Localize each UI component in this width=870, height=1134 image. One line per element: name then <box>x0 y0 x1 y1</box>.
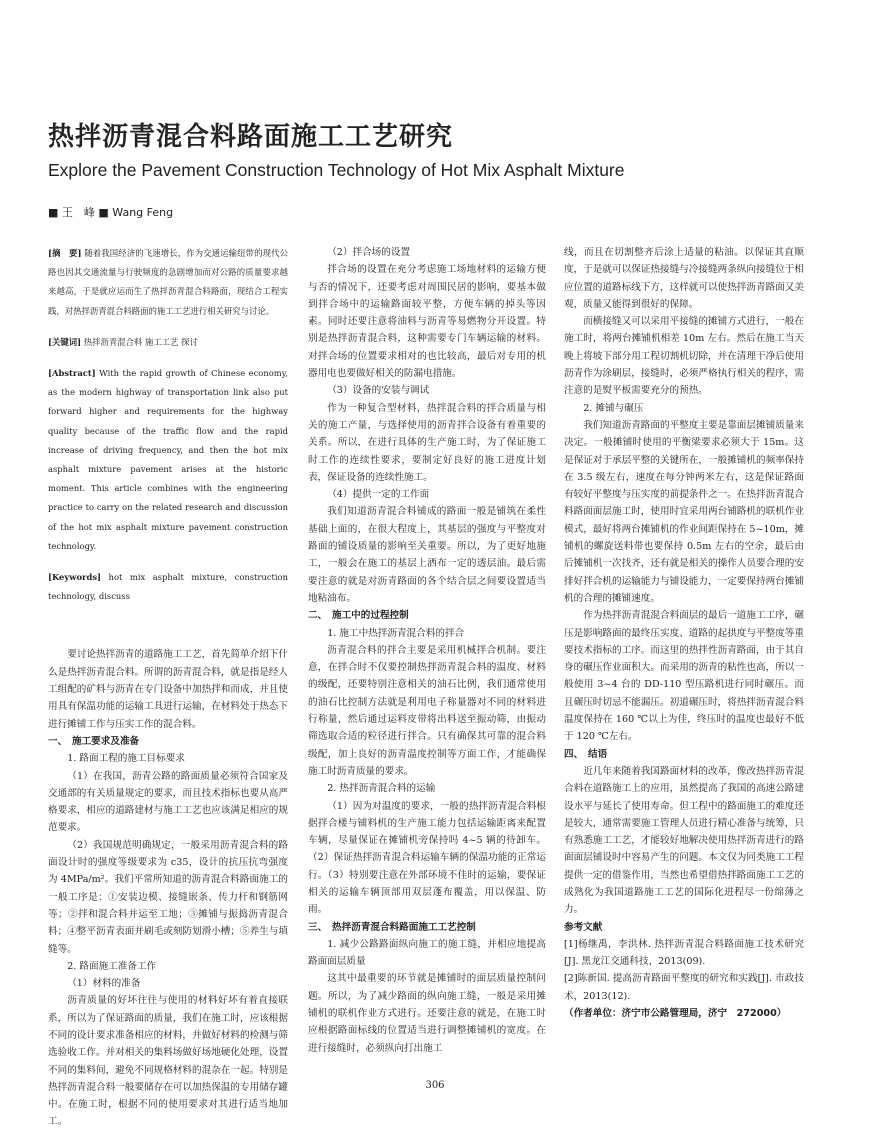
column-right <box>564 244 804 1022</box>
section-heading: 二、 施工中的过程控制 <box>308 610 409 622</box>
authors-line: ■ 王 峰 ■ Wang Feng <box>48 206 174 219</box>
keywords-cn-label: [关键词] <box>48 336 82 347</box>
paragraph: 沥青混合料的拌合主要是采用机械拌合机制。要注意，在拌合时不仅要控制热拌沥青混合料的温度、材料的级配，还要特别注意相关的油石比例，我们通常使用的油石比控制方法就是利用电子称量器对不同的材料进行称量，然后通过运料皮带将出料送至振动筛，由振动筛选取合适的粒径进行拌合。只有确保其可靠的混合料级配，加上良好的沥青温度控制等方面工作，才能确保施工时沥青质量的要求。 <box>308 644 546 777</box>
abstract-cn-label: [摘 要] <box>48 248 82 258</box>
paragraph: [1]杨继禹，李洪林. 热拌沥青混合料路面施工技术研究[J]. 黑龙江交通科技，2013(09). <box>564 938 804 968</box>
section-heading: 一、 施工要求及准备 <box>48 735 140 747</box>
paragraph: 这其中最重要的环节就是摊铺时的面层质量控制问题。所以，为了减少路面的纵向施工缝，一般是采用摊铺机的联机作业方式进行。还要注意的就是，在施工时应根据路面标线的位置适当进行调整摊铺机的宽度。在进行接缝时，必须纵向打出施工 <box>308 973 546 1054</box>
paragraph: 2. 路面施工准备工作 <box>67 960 157 972</box>
column-middle <box>308 244 546 1057</box>
page-number: 306 <box>425 1080 445 1091</box>
paragraph: （1）材料的准备 <box>67 978 141 990</box>
keywords-en <box>48 568 288 606</box>
paragraph: 作为一种复合型材料，热拌混合料的拌合质量与相关的施工产量，与选择使用的沥青拌合设备有着重要的关系。所以，在进行具体的生产施工时，为了保证施工时工作的连续性要求，要制定好良好的施工进度计划表，保证设备的连续性施工。 <box>308 402 546 483</box>
paragraph: （3）设备的安装与调试 <box>327 385 430 397</box>
paragraph: 1. 路面工程的施工目标要求 <box>67 753 185 765</box>
abstract-en-label: [Abstract] <box>48 368 96 379</box>
abstract-cn-text: 随着我国经济的飞速增长，作为交通运输纽带的现代公路也因其交通流量与行驶频度的急剧增加而对公路的质量要求越来越高，于是就应运而生了热拌沥青混合料路面，现结合工程实践，对热拌沥青混合料路面的施工工艺进行相关研究与讨论。 <box>48 248 288 316</box>
paragraph: 拌合场的设置在充分考虑施工场地材料的运输方便与否的情况下，还要考虑对周围民居的影响，要基本做到拌合场中的运输路面较平整，方便车辆的掉头等因素。同时还要注意将油料与沥青等易燃物分开设置。特别是热拌沥青混合料，这种需要专门车辆运输的材料。对拌合场的位置要求相对的也比较高，最后对专用的机器用电也要做好相关的防漏电措施。 <box>308 264 546 380</box>
column-right-body <box>564 244 804 1022</box>
keywords-cn-text: 热拌沥青混合料 施工工艺 探讨 <box>83 336 198 347</box>
section-heading: 四、 结语 <box>564 748 608 760</box>
column-middle-body <box>308 244 546 1057</box>
paragraph: 2. 热拌沥青混合料的运输 <box>327 783 436 795</box>
section-heading: （作者单位：济宁市公路管理局，济宁 272000） <box>564 1008 787 1020</box>
column-left <box>48 244 288 1131</box>
paragraph: 近几年来随着我国路面材料的改革，像改热拌沥青混合料在道路施工上的应用，虽然提高了我国的高速公路建设水平与延长了使用寿命。但工程中的路面施工的难度还是较大，通常需要施工管理人员进行精心准备与统筹，只有熟悉施工工艺，才能较好地解决使用热拌沥青进行的路面面层铺设时中容易产生的问题。本文仅为同类施工工程提供一定的借鉴作用，当然也希望借热拌路面施工工艺的成熟化为我国道路施工工艺的国际化进程尽一份绵薄之力。 <box>564 765 804 916</box>
paragraph: （4）提供一定的工作面 <box>327 489 430 501</box>
section-heading: 三、 热拌沥青混合料路面施工工艺控制 <box>308 921 476 933</box>
paragraph: 作为热拌沥青混混合料面层的最后一道施工工序，碾压是影响路面的最终压实度、道路的起拱度与平整度等重要技术指标的工序。而这里的热拌性沥青路面，由于其自身的碾压作业面积大。而采用的沥青的粘性也高，所以一般使用 3~4 台的 DD-110 型压路机进行同时碾压。而且碾压时切忌不能漏压。初道碾压时，将热拌沥青混合料温度保持在 160 ℃以上为佳，终压时的温度也最好不低于 120 ℃左右。 <box>564 610 804 743</box>
paragraph: [2]陈新国. 提高沥青路面平整度的研究和实践[J]. 市政技术，2013(12). <box>564 973 804 1002</box>
paragraph: （1）在我国，沥青公路的路面质量必须符合国家及交通部的有关质量规定的要求，而且技术指标也要从高严格要求，相应的道路建材与施工工艺也应该满足相应的规范要求。 <box>48 770 288 834</box>
paragraph: 线，而且在切割整齐后涂上适量的粘油。以保证其直顺度，于是就可以保证热接缝与冷接缝两条纵向接缝位于相应位置的道路标线下方，这样就可以使热拌沥青路面又美观，质量又能得到很好的保障。 <box>564 247 804 310</box>
paragraph: 我们知道沥青路面的平整度主要是靠面层摊铺质量来决定。一般摊铺时使用的平衡梁要求必须大于 15m。这是保证对于承层平整的关键所在，一般摊铺机的频率保持在 3.5 级左右，速度在每分钟两米左右，这是保证路面有较好平整度与压实度的前提条件之一。在热拌沥青混合料路面面层施工时，使用时宜采用两台铺路机的联机作业模式，最好将两台摊铺机的作业间距保持在 5~10m，摊铺机的螺旋送料带也要保持 0.5m 左右的空余，最后由后摊铺机一次找齐，还有就是相关的操作人员要合理的安排好拌合机的运输能力与铺设能力，一定要保持两台摊铺机的合理的摊铺速度。 <box>564 419 804 604</box>
keywords-en-label: [Keywords] <box>48 572 101 583</box>
paper-title: 热拌沥青混合料路面施工工艺研究 <box>48 122 454 152</box>
column-left-body <box>48 646 288 1130</box>
paragraph: （1）因为对温度的要求，一般的热拌沥青混合料根据拌合楼与铺料机的生产施工能力包括运输距离来配置车辆，尽量保证在摊铺机旁保持吗 4~5 辆的待卸车。（2）保证热拌沥青混合料运输车辆的保温功能的正常运行。（3）特别要注意在外部环境不佳时的运输，要保证相关的运输车辆顶部用双层蓬布覆盖，用以保温、防雨。 <box>308 800 546 916</box>
paragraph: 我们知道沥青混合料铺成的路面一般是铺筑在柔性基础上面的，在很大程度上，其基层的强度与平整度对路面的铺设质量的影响至关重要。所以，为了更好地施工，一般会在施工的基层上洒布一定的透层油。最后需要注意的就是对沥青路面的各个结合层之间要设置适当地粘油布。 <box>308 506 546 604</box>
keywords-cn <box>48 333 288 352</box>
keywords-en-text: hot mix asphalt mixture, construction technology, discuss <box>48 572 288 602</box>
paragraph: 2. 摊铺与碾压 <box>583 402 644 414</box>
abstract-en-text: With the rapid growth of Chinese economy, as the modern highway of transportation link also put forward higher and requirements for the highway quality because of the traffic flow and the rapid increase of driving frequency, and then the hot mix asphalt mixture pavement arises at the historic moment. This article combines with the engineering practice to carry on the related research and discussion of the hot mix asphalt mixture pavement construction technology. <box>48 368 288 551</box>
paragraph: （2）我国规范明确规定，一般采用沥青混合料的路面设计时的强度等级要求为 c35，设计的抗压抗弯强度为 4MPa/m²。我们平常所知道的沥青混合料路面施工的一般工序是：①安装边模、接缝嵌条、传力杆和钢筋网等；②拌和混合料并运至工地；③摊铺与振捣沥青混合料；④整平沥青表面并刷毛或刻防划滑小槽；⑤养生与填缝等。 <box>48 839 288 955</box>
paragraph: 1. 施工中热拌沥青混合料的拌合 <box>327 627 465 639</box>
paragraph: （2）拌合场的设置 <box>327 247 411 258</box>
paragraph: 要讨论热拌沥青的道路施工工艺，首先简单介绍下什么是热拌沥青混合料。所谓的沥青混合料，就是指是经人工组配的矿料与沥青在专门设备中加热拌和而成，并且使用具有保温功能的运输工具进行运输，在材料处于热态下进行摊铺工作与压实工作的混合料。 <box>48 649 288 730</box>
paragraph: 而横接缝又可以采用平接缝的摊铺方式进行，一般在施工时，将两台摊铺机相差 10m 左右。然后在施工当天晚上将坡下部分用工程切割机切除，并在清理干净后使用沥青作为涂刷层，接缝时，必须严格执行相关的程序，需注意的是熨平板需要充分的预热。 <box>564 316 804 397</box>
abstract-en <box>48 364 288 556</box>
section-heading: 参考文献 <box>564 921 603 933</box>
paragraph: 1. 减少公路路面纵向施工的施工缝，并相应地提高路面面层质量 <box>308 938 546 968</box>
paragraph: 沥青质量的好坏往往与使用的材料好坏有着直接联系，所以为了保证路面的质量，我们在施工时，应该根据不同的设计要求准备相应的材料，并做好材料的检测与筛选验收工作。并对相关的集料场做好场地硬化处理，设置不同的集料间，避免不同规格材料的混杂在一起。特别是热拌沥青混合料一般要储存在可以加热保温的专用储存罐中。在施工时，根据不同的使用要求对其进行适当地加工。 <box>48 995 288 1128</box>
abstract-cn <box>48 244 288 321</box>
paper-subtitle: Explore the Pavement Construction Technology of Hot Mix Asphalt Mixture <box>48 160 625 180</box>
